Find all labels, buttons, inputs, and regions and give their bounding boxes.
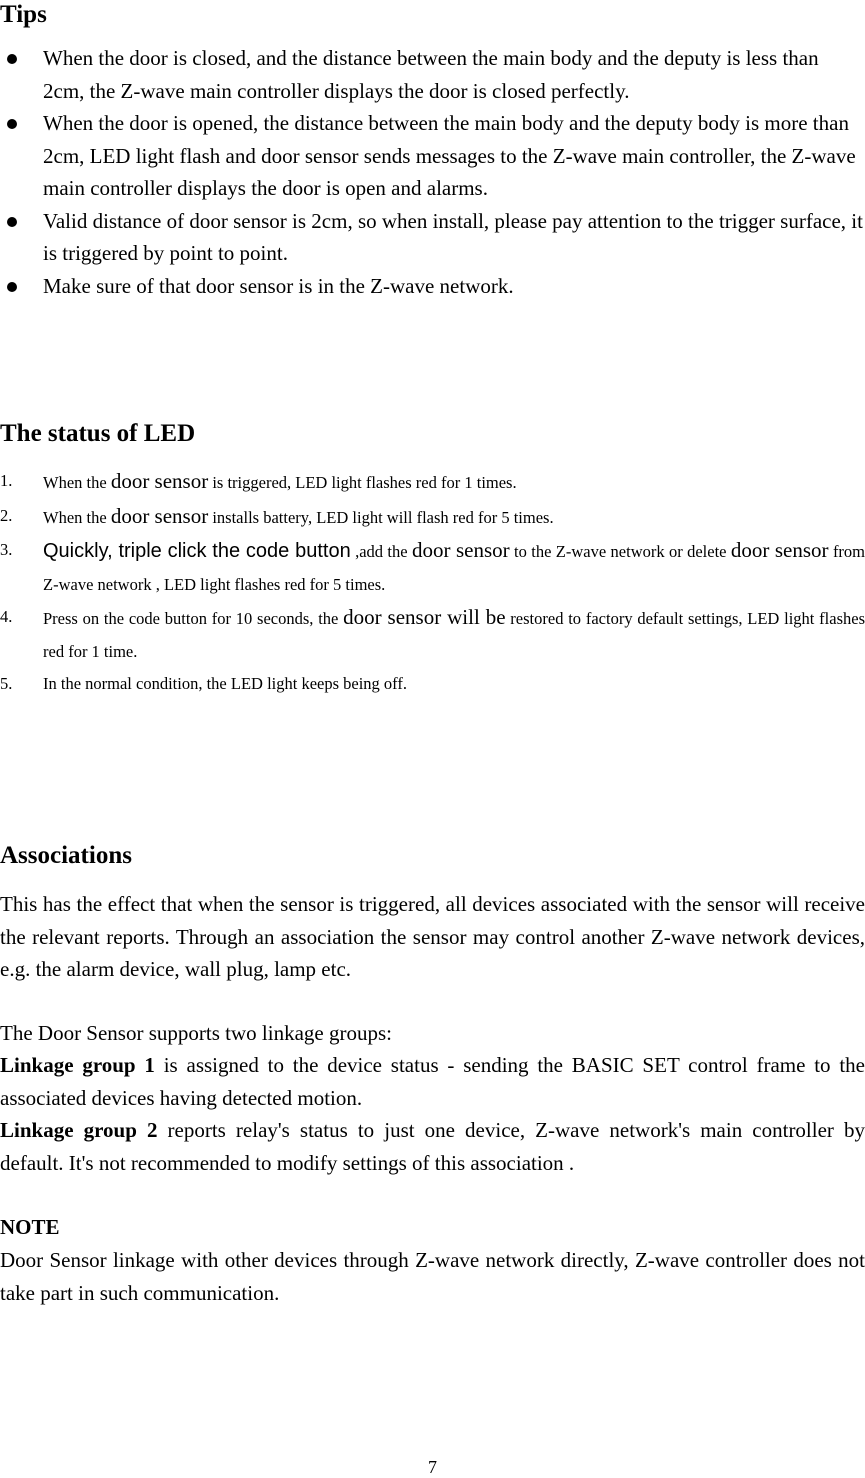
page-number: 7 (428, 1457, 437, 1477)
linkage-group-2 (0, 1114, 865, 1179)
led-status-item (0, 500, 865, 535)
item-text: door sensor (730, 538, 829, 562)
item-text: is triggered, LED light flashes red for 1 times. (208, 473, 517, 492)
note-label: NOTE (0, 1215, 60, 1239)
item-text: ,add the (350, 542, 412, 561)
tips-item (0, 42, 865, 107)
item-text: When the (43, 473, 111, 492)
led-status-item (0, 668, 865, 701)
bullet-icon (7, 119, 17, 129)
linkage-group-2-label: Linkage group 2 (0, 1118, 158, 1142)
linkage-group-1-text: is assigned to the device status - sending the BASIC SET control frame to the associated devices having detected motion. (0, 1053, 865, 1110)
item-text: door sensor (110, 469, 209, 493)
tips-list (0, 42, 865, 302)
led-status-item (0, 534, 865, 601)
linkage-group-1-label: Linkage group 1 (0, 1053, 155, 1077)
bullet-icon (7, 54, 17, 64)
item-text: door sensor (411, 538, 510, 562)
tips-item-text: Valid distance of door sensor is 2cm, so when install, please pay attention to the trigger surface, it is triggered by point to point. (43, 208, 863, 265)
tips-item-text: When the door is closed, and the distance between the main body and the deputy is less than 2cm, the Z-wave main controller displays the door is closed perfectly. (43, 46, 819, 103)
bullet-icon (7, 217, 17, 227)
tips-item (0, 205, 865, 270)
item-number: 5. (0, 674, 13, 693)
led-status-item (0, 465, 865, 500)
associations-intro: This has the effect that when the sensor is triggered, all devices associated with the sensor will receive the relevant reports. Through an association the sensor may control another Z-wave network devices, e.g. the alarm device, wall plug, lamp etc. (0, 892, 865, 981)
linkage-group-2-text: reports relay's status to just one device, Z-wave network's main controller by default. It's not recommended to modify settings of this association . (0, 1118, 865, 1175)
item-text: from Z-wave network , LED light flashes red for 5 times. (43, 542, 865, 594)
item-number: 1. (0, 471, 13, 490)
tips-item-text: Make sure of that door sensor is in the Z-wave network. (43, 273, 514, 298)
associations-heading: Associations (0, 842, 132, 869)
note-text: Door Sensor linkage with other devices through Z-wave network directly, Z-wave controller does not take part in such communication. (0, 1248, 865, 1305)
item-text: to the Z-wave network or delete (509, 542, 731, 561)
item-text: Quickly, triple click the code button (43, 540, 351, 562)
linkage-groups-intro: The Door Sensor supports two linkage groups: (0, 1021, 392, 1045)
tips-item-text: When the door is opened, the distance between the main body and the deputy body is more than 2cm, LED light flash and door sensor sends messages to the Z-wave main controller, the Z-wave main controller displays the door is open and alarms. (43, 111, 856, 200)
led-status-list (0, 465, 865, 701)
item-number: 3. (0, 540, 13, 559)
led-status-item (0, 601, 865, 668)
tips-item (0, 270, 865, 303)
tips-heading: Tips (0, 1, 47, 28)
item-text: When the (43, 507, 111, 527)
linkage-group-1 (0, 1049, 865, 1114)
item-number: 4. (0, 607, 13, 626)
item-number: 2. (0, 505, 13, 525)
tips-item (0, 107, 865, 205)
item-text: installs battery, LED light will flash red for 5 times. (208, 507, 554, 527)
led-status-heading: The status of LED (0, 420, 196, 447)
item-text: In the normal condition, the LED light keeps being off. (43, 674, 407, 693)
item-text: door sensor will be (343, 605, 506, 629)
item-text: restored to factory default settings, LED light flashes red for 1 time. (43, 609, 865, 661)
bullet-icon (7, 282, 17, 292)
item-text: Press on the code button for 10 seconds, the (43, 609, 344, 628)
item-text: door sensor (110, 503, 209, 528)
